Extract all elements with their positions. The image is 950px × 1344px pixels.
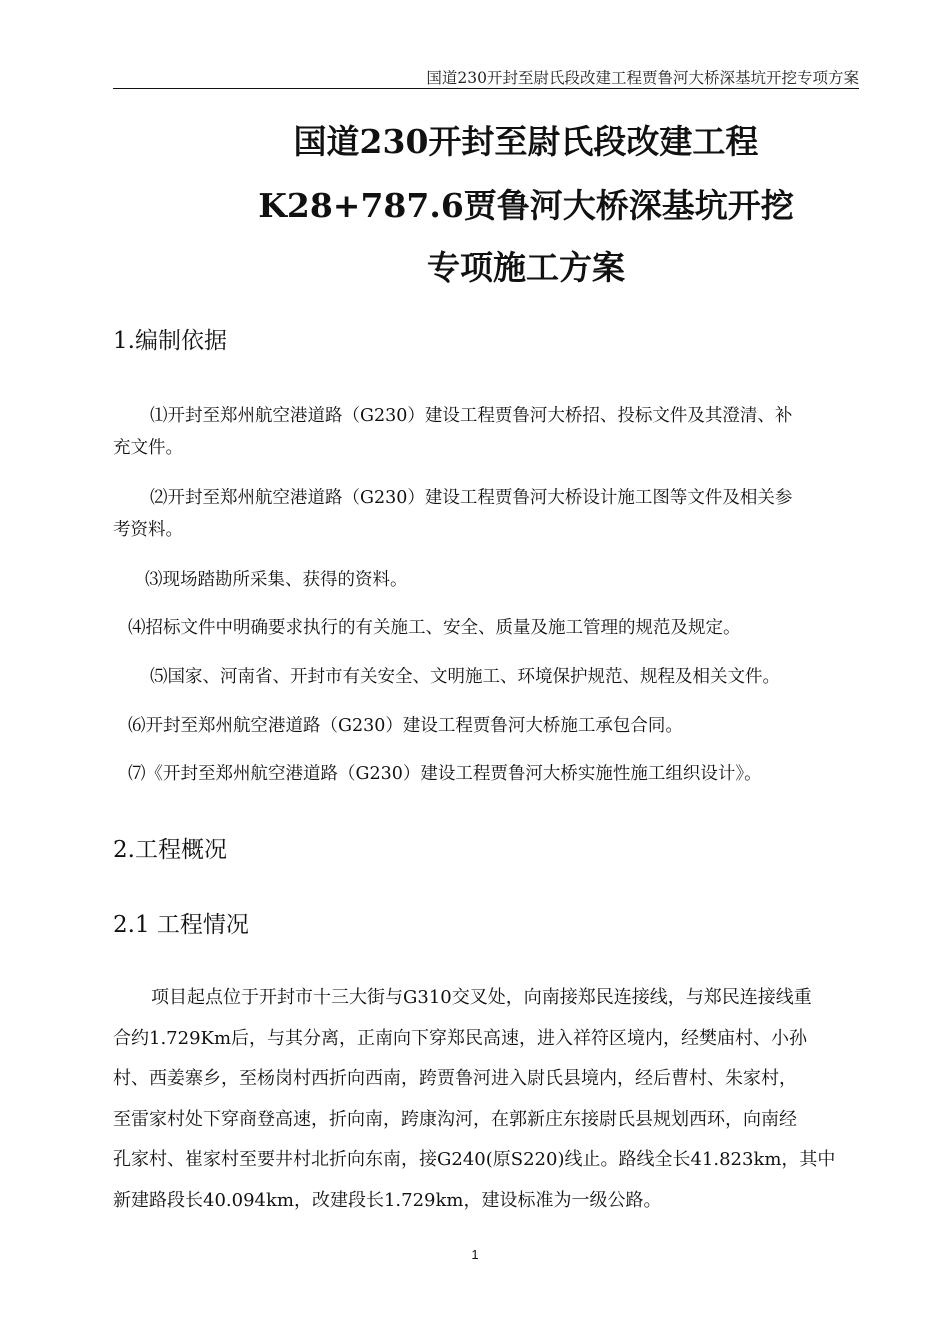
overview-line-1: 项目起点位于开封市十三大街与G310交叉处，向南接郑民连接线，与郑民连接线重: [151, 987, 812, 1008]
overview-line-6: 新建路段长40.094km，改建段长1.729km，建设标准为一级公路。: [113, 1189, 662, 1211]
basis-item-1-line-2: 充文件。: [113, 438, 183, 458]
basis-item-2-line-1: ⑵开封至郑州航空港道路（G230）建设工程贾鲁河大桥设计施工图等文件及相关参: [150, 488, 793, 508]
overview-line-4: 至雷家村处下穿商登高速，折向南，跨康沟河，在郭新庄东接尉氏县规划西环，向南经: [113, 1108, 797, 1130]
basis-item-4: ⑷招标文件中明确要求执行的有关施工、安全、质量及施工管理的规范及规定。: [128, 618, 741, 638]
title-line-3: 专项施工方案: [427, 248, 625, 287]
basis-item-3: ⑶现场踏勘所采集、获得的资料。: [145, 570, 408, 590]
basis-item-7: ⑺《开封至郑州航空港道路（G230）建设工程贾鲁河大桥实施性施工组织设计》。: [128, 764, 762, 784]
section-2-heading: 2.工程概况: [113, 837, 227, 863]
basis-item-6: ⑹开封至郑州航空港道路（G230）建设工程贾鲁河大桥施工承包合同。: [128, 716, 683, 736]
overview-line-3: 村、西姜寨乡，至杨岗村西折向西南，跨贾鲁河进入尉氏县境内，经后曹村、朱家村，: [113, 1068, 797, 1089]
overview-line-2: 合约1.729Km后，与其分离，正南向下穿郑民高速，进入祥符区境内，经樊庙村、小孙: [113, 1027, 808, 1049]
basis-item-1-line-1: ⑴开封至郑州航空港道路（G230）建设工程贾鲁河大桥招、投标文件及其澄清、补: [150, 406, 793, 426]
section-1-heading: 1.编制依据: [113, 328, 227, 354]
basis-item-5: ⑸国家、河南省、开封市有关安全、文明施工、环境保护规范、规程及相关文件。: [150, 667, 780, 687]
title-line-1: 国道230开封至尉氏段改建工程: [293, 122, 759, 161]
overview-line-5: 孔家村、崔家村至要井村北折向东南，接G240(原S220)线止。路线全长41.823km，其中: [113, 1149, 836, 1170]
project-overview-paragraph: [113, 978, 859, 1221]
title-line-2: K28+787.6贾鲁河大桥深基坑开挖: [258, 186, 794, 225]
basis-item-2-line-2: 考资料。: [113, 520, 183, 540]
running-header: 国道230开封至尉氏段改建工程贾鲁河大桥深基坑开挖专项方案: [426, 69, 859, 87]
header-rule: [113, 88, 859, 89]
section-2-1-heading: 2.1 工程情况: [113, 912, 249, 938]
page-number: 1: [471, 1247, 479, 1262]
